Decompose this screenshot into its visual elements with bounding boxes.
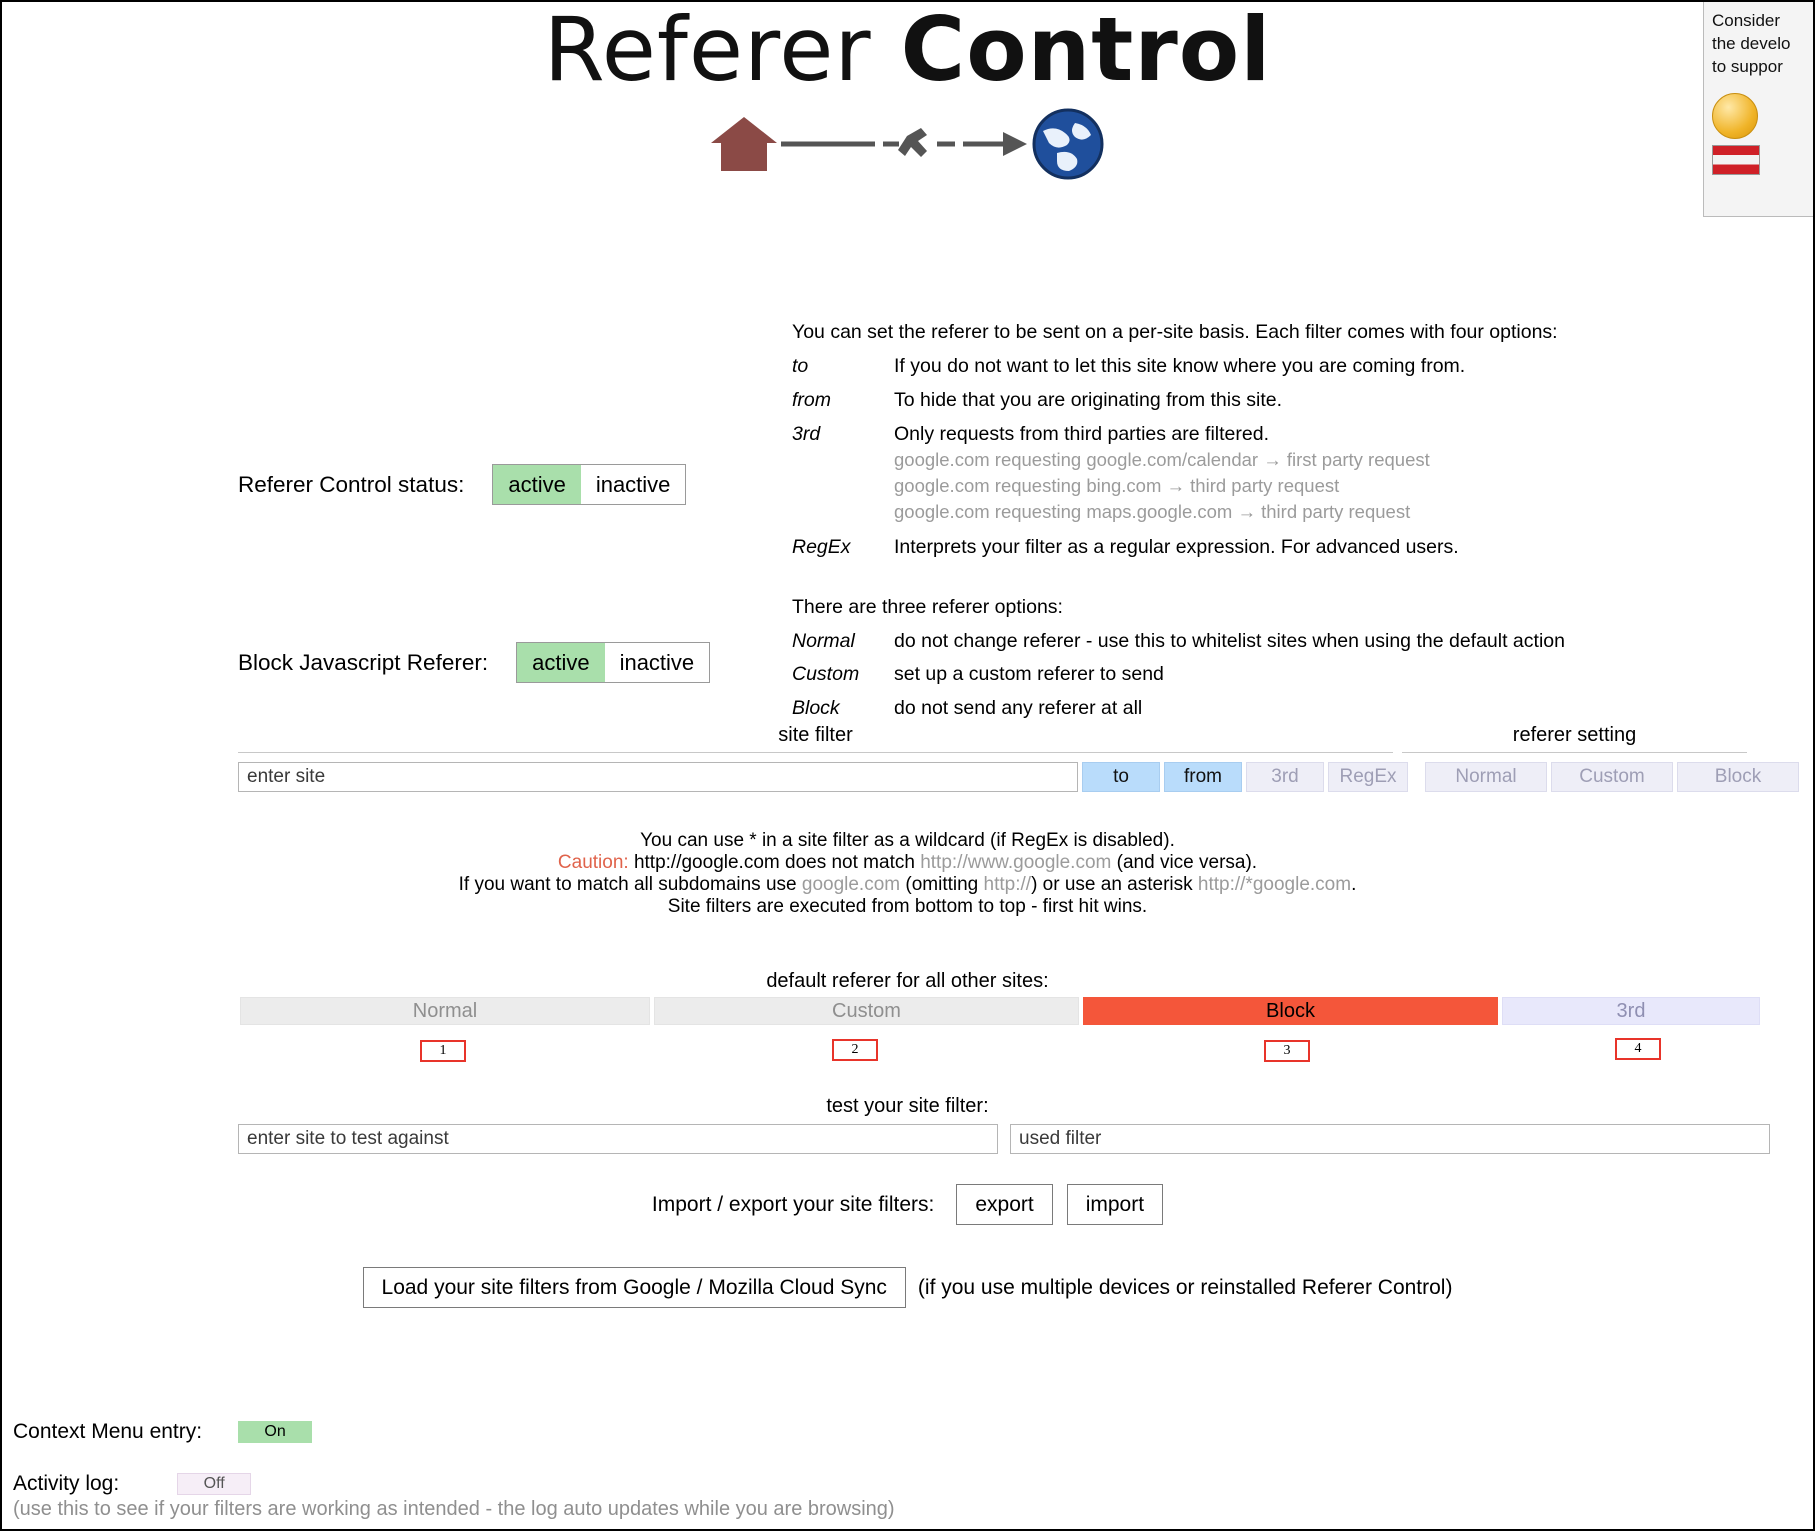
referer-option-key: Custom <box>792 663 860 686</box>
referer-normal-button[interactable]: Normal <box>1425 762 1547 792</box>
context-menu-toggle[interactable]: On <box>238 1421 312 1443</box>
home-icon <box>709 113 779 175</box>
marker-3: 3 <box>1264 1040 1310 1062</box>
subdomain-text-f: http://*google.com <box>1197 874 1352 895</box>
caution-text-c: (and vice versa). <box>1111 852 1258 873</box>
site-filter-input[interactable] <box>238 762 1078 792</box>
activity-log-row <box>13 1472 251 1496</box>
context-menu-row <box>13 1420 312 1444</box>
subdomain-text-b: google.com <box>801 874 901 895</box>
site-filter-row <box>238 762 1799 792</box>
subdomain-text-g: . <box>1351 874 1357 895</box>
flag-icon[interactable] <box>1712 145 1760 175</box>
donate-line-2: the develo <box>1712 33 1791 53</box>
activity-log-label: Activity log: <box>13 1472 120 1495</box>
referer-control-status-toggle[interactable] <box>492 464 686 505</box>
wildcard-note: You can use * in a site filter as a wildcard (if RegEx is disabled). <box>640 830 1175 851</box>
filter-option-text: If you do not want to let this site know where you are coming from. <box>894 354 1466 377</box>
cloud-sync-note: (if you use multiple devices or reinstalled Referer Control) <box>917 1275 1453 1299</box>
default-block-button[interactable]: Block <box>1083 997 1498 1025</box>
referer-option-text: do not send any referer at all <box>894 697 1143 720</box>
third-party-example: google.com requesting bing.com → third party request <box>894 475 1340 497</box>
spacer <box>792 569 1565 595</box>
globe-icon <box>1029 105 1107 183</box>
referer-setting-heading: referer setting <box>1512 724 1637 746</box>
filter-option-text: Only requests from third parties are filtered. <box>894 422 1269 445</box>
default-referer-heading: default referer for all other sites: <box>766 970 1049 992</box>
filter-option-to-button[interactable]: to <box>1082 762 1160 792</box>
block-js-referer-label: Block Javascript Referer: <box>238 649 489 675</box>
test-filter-row <box>238 1124 1770 1154</box>
referer-option-key: Normal <box>792 629 855 652</box>
filter-option-regex-button[interactable]: RegEx <box>1328 762 1408 792</box>
subdomain-text-d: http:// <box>983 874 1032 895</box>
third-party-example: google.com requesting google.com/calendar → first party request <box>894 448 1430 470</box>
filter-option-3rd-button[interactable]: 3rd <box>1246 762 1324 792</box>
filter-option-text: Interprets your filter as a regular expression. For advanced users. <box>894 535 1459 558</box>
default-custom-button[interactable]: Custom <box>654 997 1079 1025</box>
donate-line-3: to suppor <box>1712 56 1783 76</box>
referer-option-text: do not change referer - use this to whitelist sites when using the default action <box>894 629 1565 652</box>
filter-option-row <box>792 354 1465 388</box>
referer-options-lead: There are three referer options: <box>792 595 1063 618</box>
context-menu-label: Context Menu entry: <box>13 1420 203 1443</box>
page-header <box>2 2 1813 184</box>
arrow-icon <box>779 124 1029 164</box>
logo-graphic <box>2 104 1813 184</box>
filter-option-row <box>792 422 1465 535</box>
import-export-label: Import / export your site filters: <box>651 1192 935 1216</box>
default-normal-button[interactable]: Normal <box>240 997 650 1025</box>
donate-line-1: Consider <box>1712 11 1781 30</box>
block-js-active-button[interactable]: active <box>517 643 604 682</box>
caution-text-a: http://google.com does not match <box>628 852 921 873</box>
donate-box[interactable] <box>1703 2 1813 217</box>
block-js-referer-toggle[interactable] <box>516 642 710 683</box>
cloud-sync-row <box>2 1267 1813 1308</box>
coin-icon[interactable] <box>1712 93 1758 139</box>
description-lead: You can set the referer to be sent on a per-site basis. Each filter comes with four options: <box>792 321 1558 343</box>
filter-options-table <box>792 354 1465 569</box>
block-js-referer-row <box>238 642 710 683</box>
filter-option-key: from <box>792 388 831 411</box>
import-button[interactable]: import <box>1067 1184 1163 1225</box>
used-filter-input[interactable] <box>1010 1124 1770 1154</box>
cloud-sync-button[interactable]: Load your site filters from Google / Mozilla Cloud Sync <box>363 1267 906 1308</box>
default-3rd-button[interactable]: 3rd <box>1502 997 1760 1025</box>
activity-log-note: (use this to see if your filters are working as intended - the log auto updates while you are browsing) <box>13 1498 895 1520</box>
filter-option-key: to <box>792 354 809 377</box>
caution-label: Caution: <box>557 852 629 873</box>
export-button[interactable]: export <box>956 1184 1052 1225</box>
subdomain-text-c: (omitting <box>900 874 984 895</box>
import-export-row <box>2 1184 1813 1225</box>
page-title-bold: Control <box>900 0 1272 101</box>
marker-2: 2 <box>832 1039 878 1061</box>
filter-option-key: 3rd <box>792 422 821 445</box>
referer-option-key: Block <box>792 697 840 720</box>
test-filter-heading: test your site filter: <box>826 1095 989 1117</box>
subdomain-text-e: ) or use an asterisk <box>1031 874 1198 895</box>
referer-option-row <box>792 629 1565 663</box>
description-block <box>792 320 1565 730</box>
site-filter-divider <box>238 752 1393 753</box>
filter-option-text: To hide that you are originating from this site. <box>894 388 1283 411</box>
referer-custom-button[interactable]: Custom <box>1551 762 1673 792</box>
filter-option-key: RegEx <box>792 535 851 558</box>
referer-option-text: set up a custom referer to send <box>894 663 1164 686</box>
filter-option-from-button[interactable]: from <box>1164 762 1242 792</box>
block-js-inactive-button[interactable]: inactive <box>605 643 710 682</box>
referer-options-table <box>792 629 1565 731</box>
marker-1: 1 <box>420 1040 466 1062</box>
page-title <box>2 0 1813 101</box>
execution-order-note: Site filters are executed from bottom to top - first hit wins. <box>667 896 1148 917</box>
referer-setting-divider <box>1402 752 1747 753</box>
status-active-button[interactable]: active <box>493 465 580 504</box>
referer-control-status-label: Referer Control status: <box>238 471 465 497</box>
third-party-example: google.com requesting maps.google.com → third party request <box>894 501 1411 523</box>
wrench-icon <box>898 128 927 157</box>
status-inactive-button[interactable]: inactive <box>581 465 686 504</box>
filter-option-row <box>792 535 1465 569</box>
caution-text-b: http://www.google.com <box>920 852 1112 873</box>
referer-block-button[interactable]: Block <box>1677 762 1799 792</box>
site-filter-heading: site filter <box>778 724 853 746</box>
filter-option-row <box>792 388 1465 422</box>
referer-control-status-row <box>238 464 686 505</box>
marker-4: 4 <box>1615 1038 1661 1060</box>
page-title-light: Referer <box>543 0 872 101</box>
subdomain-text-a: If you want to match all subdomains use <box>458 874 802 895</box>
referer-option-row <box>792 662 1565 696</box>
default-referer-row <box>240 997 1760 1025</box>
activity-log-toggle[interactable]: Off <box>177 1473 251 1495</box>
test-site-input[interactable] <box>238 1124 998 1154</box>
